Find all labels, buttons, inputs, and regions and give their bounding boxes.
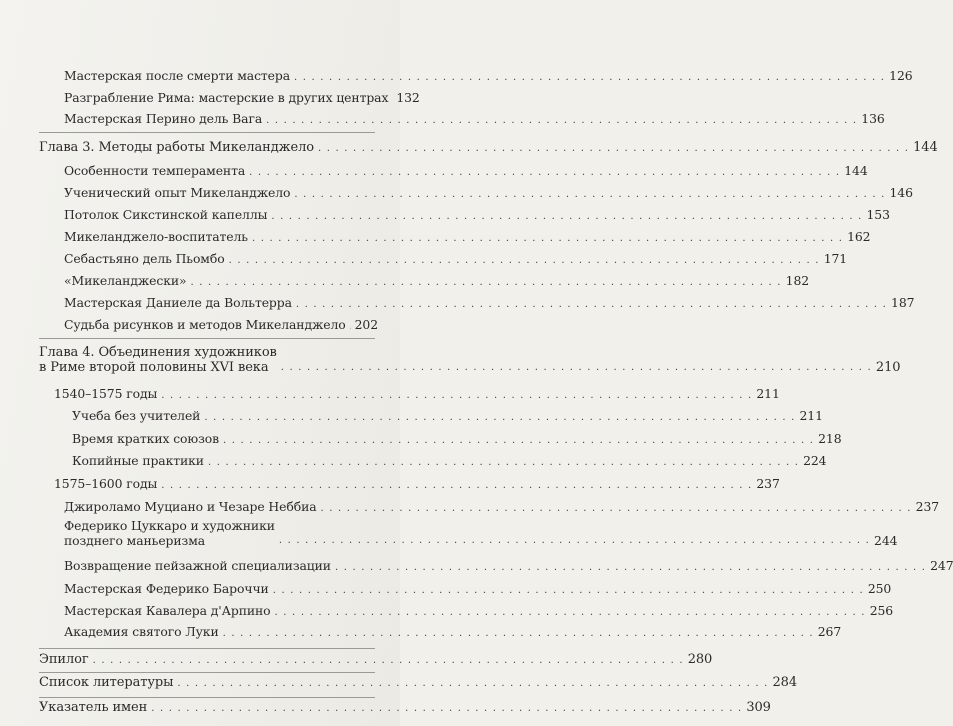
toc-entry [64, 68, 913, 85]
toc-chapter-title-line: в Риме второй половины XVI века [39, 360, 269, 375]
toc-entry-page: 171 [823, 251, 848, 266]
toc-leader-dots [318, 141, 909, 156]
toc-leader-dots [321, 501, 912, 516]
toc-entry-page: 211 [756, 386, 780, 401]
toc-chapter [39, 652, 713, 668]
section-divider [39, 648, 375, 649]
toc-entry-title-line: позднего маньеризма [64, 533, 206, 548]
toc-chapter [39, 675, 797, 691]
toc-leader-dots [208, 455, 799, 470]
toc-leader-dots [279, 533, 870, 548]
toc-chapter-title: Список литературы [39, 675, 174, 690]
toc-entry-title: Микеланджело-воспитатель [64, 229, 248, 244]
toc-entry [64, 251, 848, 268]
toc-entry [54, 386, 780, 403]
toc-entry [64, 295, 915, 312]
toc-entry-page: 144 [844, 163, 868, 178]
toc-entry-title: Мастерская после смерти мастера [64, 68, 291, 83]
toc-leader-dots [191, 275, 782, 290]
toc-leader-dots [177, 676, 768, 691]
toc-chapter-title: Эпилог [39, 652, 89, 667]
toc-entry [54, 476, 780, 493]
toc-entry-page: 210 [875, 360, 901, 375]
toc-entry [64, 624, 842, 641]
toc-leader-dots [294, 187, 885, 202]
toc-entry-title: Учеба без учителей [72, 408, 201, 423]
toc-entry-page: 182 [785, 273, 810, 288]
toc-entry [64, 581, 892, 598]
toc-entry-page: 250 [867, 581, 892, 596]
toc-entry-page: 244 [874, 533, 898, 548]
toc-leader-dots [266, 113, 857, 128]
toc-entry-page: 237 [915, 499, 940, 514]
toc-leader-dots [151, 701, 742, 716]
toc-entry-title: Себастьяно дель Пьомбо [64, 251, 225, 266]
toc-entry-title: Ученический опыт Микеланджело [64, 185, 291, 200]
toc-entry [72, 431, 842, 448]
toc-entry-page: 224 [803, 453, 827, 468]
toc-leader-dots [161, 388, 752, 403]
toc-entry-page: 284 [772, 675, 797, 690]
toc-entry [64, 499, 940, 516]
toc-entry [64, 185, 913, 202]
toc-entry-page: 218 [818, 431, 842, 446]
toc-entry [72, 453, 827, 470]
toc-entry-title: Потолок Сикстинской капеллы [64, 207, 268, 222]
toc-entry [64, 273, 810, 290]
toc-entry [64, 163, 868, 180]
toc-leader-dots [161, 478, 752, 493]
toc-chapter-title: Указатель имен [39, 700, 148, 715]
toc-entry-page: 132 [396, 90, 420, 105]
toc-entry-page: 256 [869, 603, 894, 618]
toc-entry-title: Мастерская Перино дель Вага [64, 111, 263, 126]
section-divider [39, 132, 375, 133]
toc-entry-page: 237 [756, 476, 780, 491]
toc-entry-page: 153 [866, 207, 890, 222]
toc-entry [64, 90, 420, 107]
section-divider [39, 697, 375, 698]
toc-entry-page: 267 [817, 624, 842, 639]
toc-leader-dots [249, 165, 840, 180]
toc-leader-dots [93, 653, 684, 668]
toc-leader-dots [275, 605, 866, 620]
toc-entry-title: Время кратких союзов [72, 431, 219, 446]
toc-leader-dots [271, 209, 862, 224]
toc-chapter-title [39, 345, 277, 375]
toc-entry [64, 317, 378, 334]
toc-entry-page: 187 [891, 295, 915, 310]
toc-entry [72, 408, 823, 425]
toc-entry-page: 126 [889, 68, 913, 83]
section-divider [39, 338, 375, 339]
toc-leader-dots [252, 231, 843, 246]
toc-entry-title: Судьба рисунков и методов Микеланджело [64, 317, 346, 332]
toc-entry-title: Академия святого Луки [64, 624, 219, 639]
toc-entry [64, 207, 890, 224]
toc-entry-page: 146 [889, 185, 913, 200]
toc-entry-title: Особенности темперамента [64, 163, 246, 178]
toc-entry-title: Мастерская Федерико Бароччи [64, 581, 269, 596]
toc-leader-dots [223, 626, 814, 641]
toc-leader-dots [296, 297, 887, 312]
toc-entry [64, 603, 894, 620]
toc-entry-title [64, 518, 275, 548]
toc-entry-page: 162 [847, 229, 871, 244]
toc-entry-page: 280 [687, 652, 713, 667]
toc-leader-dots [294, 70, 885, 85]
toc-leader-dots [223, 433, 814, 448]
toc-entry-page: 136 [861, 111, 885, 126]
toc-chapter [39, 140, 938, 156]
toc-entry-title: Джироламо Муциано и Чезаре Неббиа [64, 499, 317, 514]
toc-entry-title: 1575–1600 годы [54, 476, 158, 491]
toc-leader-dots [204, 410, 795, 425]
toc-entry-page: 309 [746, 700, 771, 715]
toc-entry-title: 1540–1575 годы [54, 386, 158, 401]
toc-entry-page: 211 [799, 408, 823, 423]
toc-entry [64, 229, 871, 246]
toc-entry-title: Разграбление Рима: мастерские в других центрах [64, 90, 389, 105]
toc-leader-dots [273, 583, 864, 598]
toc-entry [64, 111, 885, 128]
toc-entry-title: Мастерская Даниеле да Вольтерра [64, 295, 292, 310]
toc-chapter-title: Глава 3. Методы работы Микеланджело [39, 140, 314, 155]
toc-leader-dots [229, 253, 820, 268]
section-divider [39, 672, 375, 673]
toc-entry-title-line: Федерико Цуккаро и художники [64, 518, 275, 533]
toc-entry [64, 518, 898, 548]
toc-entry-title: Мастерская Кавалера д'Арпино [64, 603, 271, 618]
toc-leader-dots [335, 560, 926, 575]
toc-entry-page: 202 [354, 317, 378, 332]
toc-leader-dots [350, 319, 351, 334]
toc-entry-title: Копийные практики [72, 453, 204, 468]
toc-entry-title: «Микеланджески» [64, 273, 187, 288]
toc-leader-dots [281, 360, 872, 375]
toc-chapter [39, 345, 901, 375]
toc-chapter-title-line: Глава 4. Объединения художников [39, 345, 277, 360]
toc-entry-title: Возвращение пейзажной специализации [64, 558, 331, 573]
toc-entry [64, 558, 953, 575]
toc-entry-page: 144 [913, 140, 938, 155]
toc-chapter [39, 700, 771, 716]
toc-entry-page: 247 [930, 558, 953, 573]
